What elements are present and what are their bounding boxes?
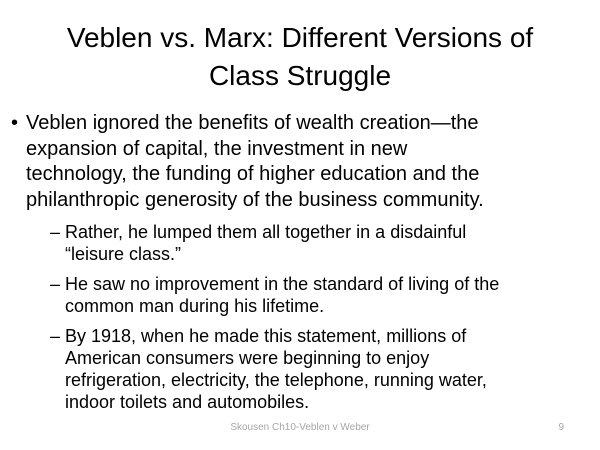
footer-text: Skousen Ch10-Veblen v Weber — [230, 422, 370, 433]
sub-bullet-item — [0, 273, 600, 317]
sub-bullet-text — [65, 273, 499, 317]
bullet-item — [0, 111, 600, 213]
sub-bullet-item — [0, 221, 600, 265]
bullet-text-line: technology, the funding of higher education and the — [26, 163, 480, 185]
sub-bullet-item — [0, 325, 600, 413]
dash-icon: – — [50, 274, 61, 294]
slide-body — [0, 111, 600, 413]
dash-icon: – — [50, 326, 61, 346]
bullet-text — [26, 111, 484, 213]
bullet-icon: • — [11, 112, 19, 134]
title-line: Veblen vs. Marx: Different Versions of — [66, 22, 534, 53]
bullet-text-line: indoor toilets and automobiles. — [65, 392, 310, 412]
bullet-text-line: Veblen ignored the benefits of wealth creation—the — [26, 112, 479, 134]
slide-title — [20, 19, 580, 95]
slide-footer — [0, 421, 600, 435]
bullet-text-line: expansion of capital, the investment in new — [26, 137, 408, 160]
bullet-text-line: refrigeration, electricity, the telephone, running water, — [65, 370, 487, 390]
page-number: 9 — [558, 422, 564, 433]
bullet-text-line: American consumers were beginning to enjoy — [65, 348, 430, 368]
sub-bullet-text — [65, 325, 487, 413]
bullet-text-line: Rather, he lumped them all together in a disdainful — [65, 222, 467, 242]
bullet-text-line: “leisure class.” — [65, 244, 182, 264]
dash-icon: – — [50, 222, 61, 242]
bullet-text-line: By 1918, when he made this statement, millions of — [65, 326, 467, 346]
bullet-text-line: He saw no improvement in the standard of living of the — [65, 274, 500, 294]
sub-bullet-text — [65, 221, 466, 265]
bullet-text-line: common man during his lifetime. — [65, 296, 325, 316]
title-line: Class Struggle — [208, 60, 392, 91]
bullet-text-line: philanthropic generosity of the business community. — [26, 188, 484, 211]
